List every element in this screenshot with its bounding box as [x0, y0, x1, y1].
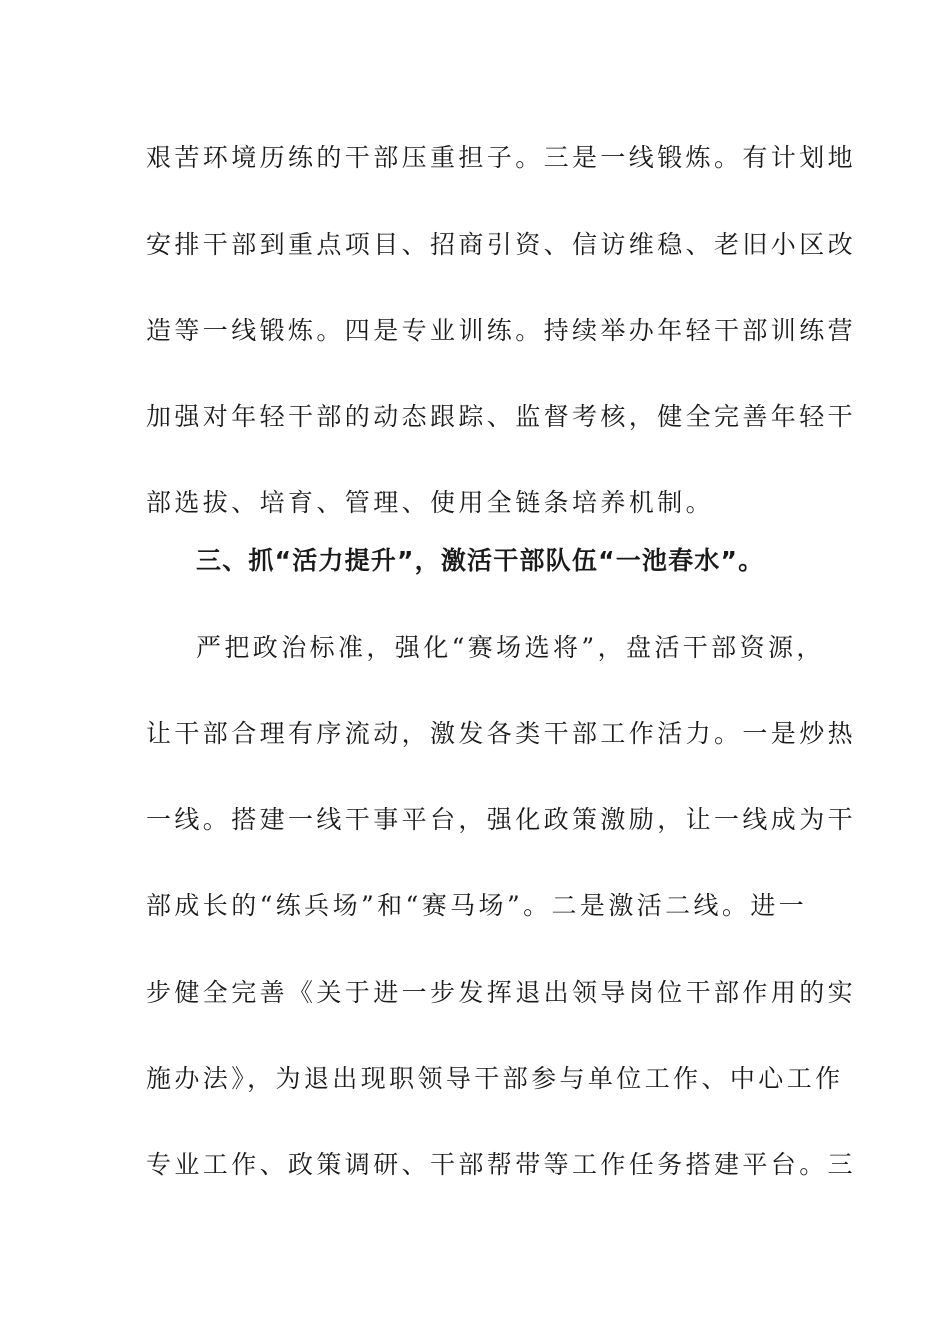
section-heading: 三、抓“活力提升”，激活干部队伍“一池春水”。: [196, 546, 765, 575]
paragraph-line: 步健全完善《关于进一步发挥退出领导岗位干部作用的实: [146, 978, 857, 1007]
paragraph-line: 严把政治标准，强化“赛场选将”，盘活干部资源，: [196, 633, 825, 662]
paragraph-line: 专业工作、政策调研、干部帮带等工作任务搭建平台。三: [146, 1150, 857, 1179]
paragraph-line: 加强对年轻干部的动态跟踪、监督考核，健全完善年轻干: [146, 402, 857, 431]
paragraph-line: 造等一线锻炼。四是专业训练。持续举办年轻干部训练营: [146, 316, 857, 345]
paragraph-line: 部选拔、培育、管理、使用全链条培养机制。: [146, 488, 715, 517]
paragraph-line: 一线。搭建一线干事平台，强化政策激励，让一线成为干: [146, 805, 857, 834]
paragraph-line: 艰苦环境历练的干部压重担子。三是一线锻炼。有计划地: [146, 143, 857, 172]
paragraph-line: 让干部合理有序流动，激发各类干部工作活力。一是炒热: [146, 719, 857, 748]
paragraph-line: 安排干部到重点项目、招商引资、信访维稳、老旧小区改: [146, 230, 857, 259]
paragraph-line: 部成长的“练兵场”和“赛马场”。二是激活二线。进一: [146, 891, 808, 920]
paragraph-line: 施办法》，为退出现职领导干部参与单位工作、中心工作: [146, 1064, 844, 1093]
